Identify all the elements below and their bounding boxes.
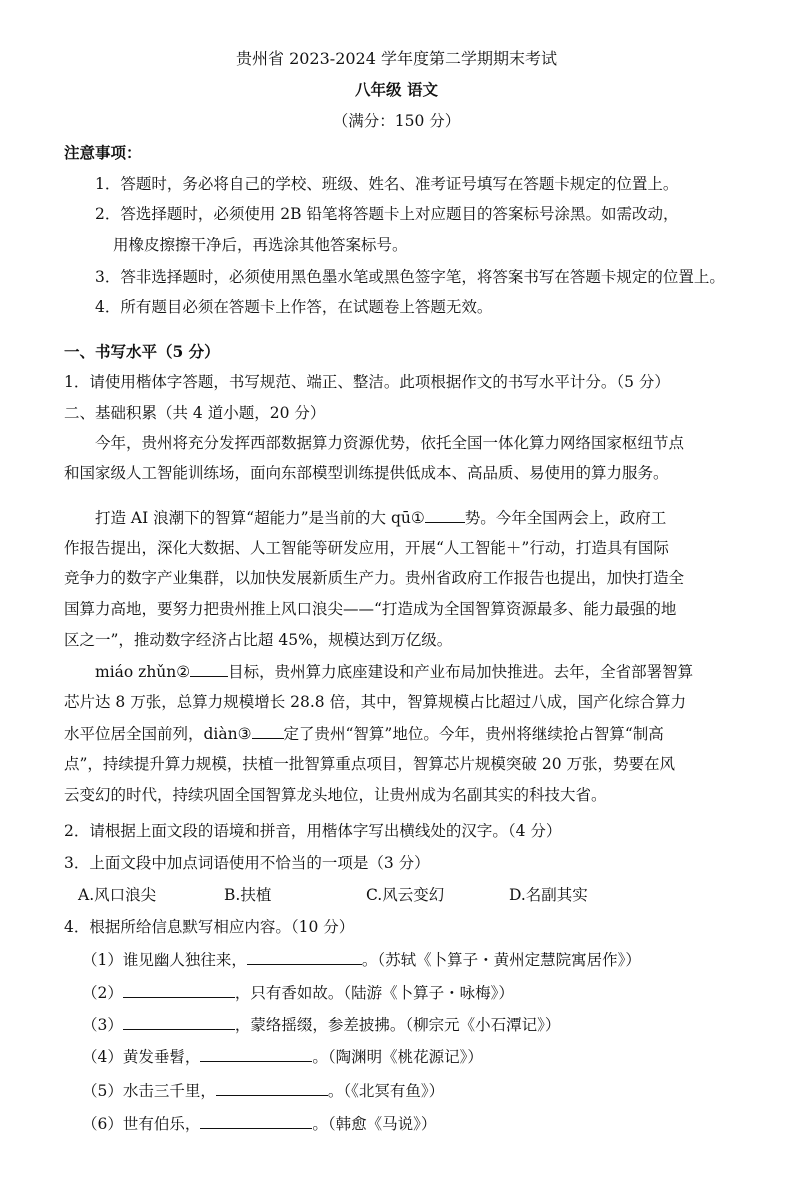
recitation-prompt: （3） xyxy=(82,1016,123,1034)
notice-heading: 注意事项： xyxy=(64,143,142,162)
intro-line: 和国家级人工智能训练场，面向东部模型训练提供低成本、高品质、易使用的算力服务。 xyxy=(64,464,669,482)
passage-text: 打造 AI 浪潮下的智算“超能力”是当前的大 qū① xyxy=(95,509,425,527)
question-2: 2．请根据上面文段的语境和拼音，用楷体字写出横线处的汉字。（4 分） xyxy=(64,822,562,840)
question-3: 3．上面文段中加点词语使用不恰当的一项是（3 分） xyxy=(64,854,430,872)
recitation-item xyxy=(82,948,641,971)
notice-item: 1．答题时，务必将自己的学校、班级、姓名、准考证号填写在答题卡规定的位置上。 xyxy=(95,175,679,193)
recitation-blank xyxy=(216,1079,328,1096)
passage-text: 定了贵州“智算”地位。今年，贵州将继续抢占智算“制高 xyxy=(283,725,664,743)
section2-heading: 二、基础积累（共 4 道小题，20 分） xyxy=(64,404,326,422)
recitation-item xyxy=(82,1045,483,1068)
option-c: C.风云变幻 xyxy=(366,886,445,904)
passage-text: miáo zhǔn② xyxy=(95,663,191,681)
notice-item: 2．答选择题时，必须使用 2B 铅笔将答题卡上对应题目的答案标号涂黑。如需改动， xyxy=(95,205,679,223)
recitation-prompt: （4）黄发垂髫， xyxy=(82,1048,201,1066)
exam-subtitle: 八年级 语文 xyxy=(355,80,438,99)
section1-heading: 一、书写水平（5 分） xyxy=(64,342,220,361)
recitation-prompt: （6）世有伯乐， xyxy=(82,1115,201,1133)
recitation-source: 。（苏轼《卜算子・黄州定慧院寓居作》） xyxy=(361,951,641,969)
passage-line: 竞争力的数字产业集群，以加快发展新质生产力。贵州省政府工作报告也提出，加快打造全 xyxy=(64,569,685,587)
notice-item: 3．答非选择题时，必须使用黑色墨水笔或黑色签字笔，将答案书写在答题卡规定的位置上。 xyxy=(95,268,725,286)
passage-line xyxy=(95,506,666,529)
recitation-blank xyxy=(123,981,235,998)
recitation-prompt: （1）谁见幽人独往来， xyxy=(82,951,247,969)
passage-line xyxy=(64,722,664,745)
passage-line: 国算力高地，要努力把贵州推上风口浪尖——“打造成为全国智算资源最多、能力最强的地 xyxy=(64,600,677,618)
question-1: 1．请使用楷体字答题，书写规范、端正、整洁。此项根据作文的书写水平计分。（5 分） xyxy=(64,373,670,391)
question-4: 4．根据所给信息默写相应内容。（10 分） xyxy=(64,918,355,936)
recitation-item xyxy=(82,1013,560,1036)
passage-text: 势。今年全国两会上，政府工 xyxy=(464,509,667,527)
recitation-source: ，只有香如故。（陆游《卜算子・咏梅》） xyxy=(234,984,514,1002)
passage-line: 芯片达 8 万张，总算力规模增长 28.8 倍，其中，智算规模占比超过八成，国产化综合算力 xyxy=(64,693,687,711)
recitation-source: 。（韩愈《马说》） xyxy=(312,1115,437,1133)
recitation-source: 。（《北冥有鱼》） xyxy=(327,1082,445,1100)
fill-blank-2 xyxy=(190,660,228,677)
intro-line: 今年，贵州将充分发挥西部数据算力资源优势，依托全国一体化算力网络国家枢纽节点 xyxy=(95,434,685,452)
passage-text: 水平位居全国前列，diàn③ xyxy=(64,725,252,743)
passage-line: 作报告提出，深化大数据、人工智能等研发应用，开展“人工智能＋”行动，打造具有国际 xyxy=(64,539,669,557)
passage-line: 区之一”，推动数字经济占比超 45%，规模达到万亿级。 xyxy=(64,631,453,649)
recitation-source: 。（陶渊明《桃花源记》） xyxy=(312,1048,483,1066)
recitation-blank xyxy=(200,1045,312,1062)
option-d: D.名副其实 xyxy=(509,886,588,904)
passage-text: 目标，贵州算力底座建设和产业布局加快推进。去年，全省部署智算 xyxy=(228,663,694,681)
passage-line: 云变幻的时代，持续巩固全国智算龙头地位，让贵州成为名副其实的科技大省。 xyxy=(64,786,607,804)
recitation-prompt: （2） xyxy=(82,984,123,1002)
exam-title: 贵州省 2023-2024 学年度第二学期期末考试 xyxy=(235,49,558,68)
option-a: A.风口浪尖 xyxy=(78,886,157,904)
recitation-blank xyxy=(123,1013,235,1030)
option-b: B.扶植 xyxy=(224,886,272,904)
passage-line: 点”，持续提升算力规模，扶植一批智算重点项目，智算芯片规模突破 20 万张，势要在风 xyxy=(64,755,676,773)
recitation-item xyxy=(82,1079,444,1102)
fill-blank-1 xyxy=(425,506,465,523)
recitation-prompt: （5）水击三千里， xyxy=(82,1082,216,1100)
notice-item: 4．所有题目必须在答题卡上作答，在试题卷上答题无效。 xyxy=(95,298,493,316)
recitation-blank xyxy=(200,1112,312,1129)
exam-score: （满分：150 分） xyxy=(332,112,461,130)
question-3-options xyxy=(78,884,588,906)
recitation-item xyxy=(82,1112,436,1135)
recitation-blank xyxy=(247,948,362,965)
recitation-item xyxy=(82,981,514,1004)
passage-line xyxy=(95,660,693,683)
recitation-source: ，蒙络摇缀，参差披拂。（柳宗元《小石潭记》） xyxy=(234,1016,561,1034)
fill-blank-3 xyxy=(252,722,284,739)
notice-item: 用橡皮擦擦干净后，再选涂其他答案标号。 xyxy=(113,236,408,254)
